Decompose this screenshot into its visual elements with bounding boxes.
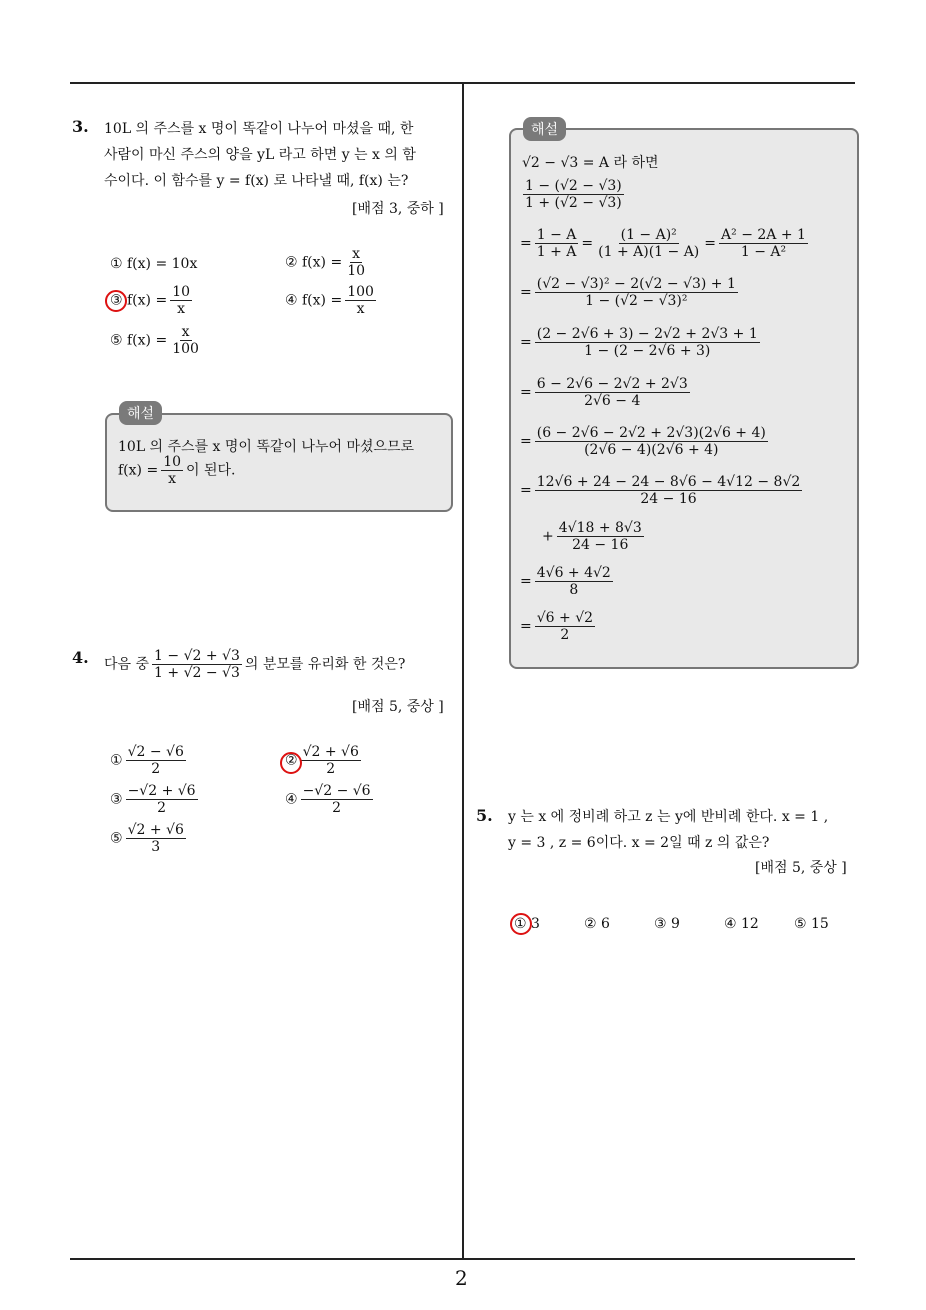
q4-option-3-numerator: −√2 + √6 [127,783,196,799]
q4-solution-line8-numerator: 12√6 + 24 − 24 − 8√6 − 4√12 − 8√2 [536,474,801,490]
q3-solution-denominator: x [168,471,177,488]
q3-option-1[interactable]: ① f(x) = 10x [110,256,198,272]
q4-solution-line6-denominator: 2√6 − 4 [584,393,641,410]
q4-option-3-mark: ③ [110,791,123,808]
q3-solution-fx: f(x) = [118,462,159,479]
q4-solution-line1: √2 − √3 = A 라 하면 [522,155,659,171]
q3-option-2-fraction [345,246,367,279]
q4-solution-line3-b-denominator: (1 + A)(1 − A) [598,244,700,261]
column-divider [462,82,464,1259]
q3-line3: 수이다. 이 함수를 y = f(x) 로 나타낼 때, f(x) 는? [104,173,409,189]
q4-solution-line7 [520,425,771,458]
q3-option-3-denominator: x [177,301,186,318]
q4-solution-line10-numerator: 4√6 + 4√2 [536,565,611,581]
q4-solution-line11-equals: = [520,618,532,635]
q4-solution-line11 [520,610,598,643]
q4-solution-line4-denominator: 1 − (√2 − √3)² [585,293,688,310]
q3-option-2-label: ② f(x) = [285,254,343,271]
q4-solution-line3-c-denominator: 1 − A² [740,244,787,261]
q4-solution-line3-c-numerator: A² − 2A + 1 [721,227,806,243]
q5-number: 5. [476,806,493,825]
q4-solution-line3-fraction-b [596,227,701,260]
q3-solution-line2 [118,454,236,487]
q4-solution-line8 [520,474,805,507]
q4-solution-line6-equals: = [520,384,532,401]
q4-solution-line3 [520,227,811,260]
q4-option-4[interactable] [285,783,376,816]
q4-option-4-mark: ④ [285,791,298,808]
q4-solution-line3-equals3: = [704,235,717,252]
q4-solution-line7-fraction [535,425,768,458]
q4-solution-line11-numerator: √6 + √2 [536,610,594,626]
q4-solution-line3-b-numerator: (1 − A)² [620,227,677,243]
q5-score: [배점 5, 중상 ] [755,860,847,876]
q4-solution-line6-numerator: 6 − 2√6 − 2√2 + 2√3 [536,376,688,392]
q4-option-3[interactable] [110,783,201,816]
q5-option-3[interactable]: ③ 9 [654,916,680,932]
q3-solution-conclusion: 이 된다. [186,462,236,479]
q4-solution-line3-a-numerator: 1 − A [536,227,577,243]
q4-solution-line2-denominator: 1 + (√2 − √3) [525,195,622,212]
q4-solution-line5-numerator: (2 − 2√6 + 3) − 2√2 + 2√3 + 1 [536,326,758,342]
q4-solution-line3-fraction-c [719,227,808,260]
q3-text [104,116,416,194]
q4-solution-line10-denominator: 8 [569,582,579,599]
q4-option-2-fraction [301,744,361,777]
q4-solution-line4-equals: = [520,284,532,301]
bottom-rule [70,1258,855,1260]
q4-solution-line5 [520,326,763,359]
q3-option-5-fraction [170,324,201,357]
q4-solution-line7-denominator: (2√6 − 4)(2√6 + 4) [584,442,719,459]
q4-option-1-numerator: √2 − √6 [127,744,184,760]
q4-suffix: 의 분모를 유리화 한 것은? [244,656,406,673]
q4-solution-line4-fraction [535,276,738,309]
q4-solution-line9 [542,520,647,553]
q3-option-2-denominator: 10 [347,263,366,280]
q5-option-2[interactable]: ② 6 [584,916,610,932]
q4-solution-line3-equals2: = [581,235,594,252]
q3-option-4-label: ④ f(x) = [285,292,343,309]
q5-option-5[interactable]: ⑤ 15 [794,916,829,932]
q4-solution-tag: 해설 [523,117,566,141]
q3-line1: 10L 의 주스를 x 명이 똑같이 나누어 마셨을 때, 한 [104,121,414,137]
q3-option-5-label: ⑤ f(x) = [110,332,168,349]
q3-option-5[interactable] [110,324,204,357]
q5-option-4[interactable]: ④ 12 [724,916,759,932]
q4-solution-line5-denominator: 1 − (2 − 2√6 + 3) [584,343,711,360]
q3-solution-line1: 10L 의 주스를 x 명이 똑같이 나누어 마셨으므로 [118,439,415,455]
q4-option-4-numerator: −√2 − √6 [302,783,371,799]
q5-text [508,804,828,856]
q4-solution-line8-equals: = [520,482,532,499]
q5-option-1[interactable]: ① 3 [514,916,540,932]
q4-solution-line5-equals: = [520,334,532,351]
q4-solution-line2-numerator: 1 − (√2 − √3) [525,178,622,194]
q3-option-2[interactable] [285,246,370,279]
q4-solution-line9-numerator: 4√18 + 8√3 [558,520,642,536]
q4-option-5-denominator: 3 [151,839,161,856]
q4-score: [배점 5, 중상 ] [352,699,444,715]
q3-option-3-numerator: 10 [172,284,191,300]
q3-solution-fraction [161,454,183,487]
q4-solution-line3-equals1: = [520,235,532,252]
q4-text [104,648,405,681]
q4-option-3-fraction [126,783,198,816]
q4-solution-line8-denominator: 24 − 16 [640,491,697,508]
q4-solution-line2-fraction [523,178,624,211]
q4-solution-line10-equals: = [520,573,532,590]
q4-option-1-denominator: 2 [151,761,161,778]
q3-solution-tag: 해설 [119,401,162,425]
q4-option-4-denominator: 2 [332,800,342,817]
q4-option-5-mark: ⑤ [110,830,123,847]
q3-option-3-fraction [170,284,192,317]
q4-solution-line2 [520,178,627,211]
q4-solution-line9-denominator: 24 − 16 [572,537,629,554]
q4-solution-line4 [520,276,741,309]
q4-solution-line3-a-denominator: 1 + A [536,244,577,261]
q4-solution-line6 [520,376,693,409]
q4-solution-line6-fraction [535,376,690,409]
q4-solution-line7-numerator: (6 − 2√6 − 2√2 + 2√3)(2√6 + 4) [536,425,766,441]
q4-solution-line9-fraction [557,520,644,553]
q5-answer-circle [510,913,532,935]
q4-option-4-fraction [301,783,373,816]
q4-option-5[interactable] [110,822,189,855]
q3-number: 3. [72,117,89,136]
q4-option-2-numerator: √2 + √6 [302,744,359,760]
q3-option-4-fraction [345,284,376,317]
q4-option-3-denominator: 2 [157,800,167,817]
q4-solution-line4-numerator: (√2 − √3)² − 2(√2 − √3) + 1 [536,276,736,292]
q5-line1: y 는 x 에 정비례 하고 z 는 y에 반비례 한다. x = 1 , [508,809,829,825]
q4-solution-line3-fraction-a [535,227,579,260]
q3-option-4-numerator: 100 [347,284,374,300]
q4-solution-line10 [520,565,616,598]
q4-option-1-fraction [126,744,186,777]
q4-answer-circle [280,752,302,774]
q4-option-2-mark: ② [285,752,298,769]
q4-option-5-numerator: √2 + √6 [127,822,184,838]
q3-score: [배점 3, 중하 ] [352,201,444,217]
q3-option-5-denominator: 100 [172,341,199,358]
q4-solution-line11-denominator: 2 [560,627,570,644]
q4-solution-line7-equals: = [520,433,532,450]
q3-answer-circle [105,290,127,312]
q4-option-2-denominator: 2 [326,761,336,778]
q4-solution-line8-fraction [535,474,803,507]
q5-line2: y = 3 , z = 6이다. x = 2일 때 z 의 값은? [508,835,770,851]
page-number: 2 [455,1266,468,1290]
q4-expression [152,648,242,681]
q4-option-1[interactable] [110,744,189,777]
q3-option-2-numerator: x [352,246,361,262]
q4-option-1-mark: ① [110,752,123,769]
q3-option-5-numerator: x [181,324,190,340]
q4-solution-line11-fraction [535,610,595,643]
q4-prefix: 다음 중 [104,656,150,673]
q4-solution-line9-plus: + [542,528,554,545]
q3-option-4[interactable] [285,284,379,317]
q4-expression-numerator: 1 − √2 + √3 [154,648,240,664]
q4-solution-line10-fraction [535,565,613,598]
q4-number: 4. [72,648,89,667]
q3-option-4-denominator: x [356,301,365,318]
q3-line2: 사람이 마신 주스의 양을 yL 라고 하면 y 는 x 의 함 [104,147,416,163]
q3-solution-numerator: 10 [163,454,182,470]
q3-option-3-label: ③ f(x) = [110,292,168,309]
q4-expression-denominator: 1 + √2 − √3 [154,665,240,682]
q4-option-5-fraction [126,822,186,855]
q4-solution-line5-fraction [535,326,760,359]
